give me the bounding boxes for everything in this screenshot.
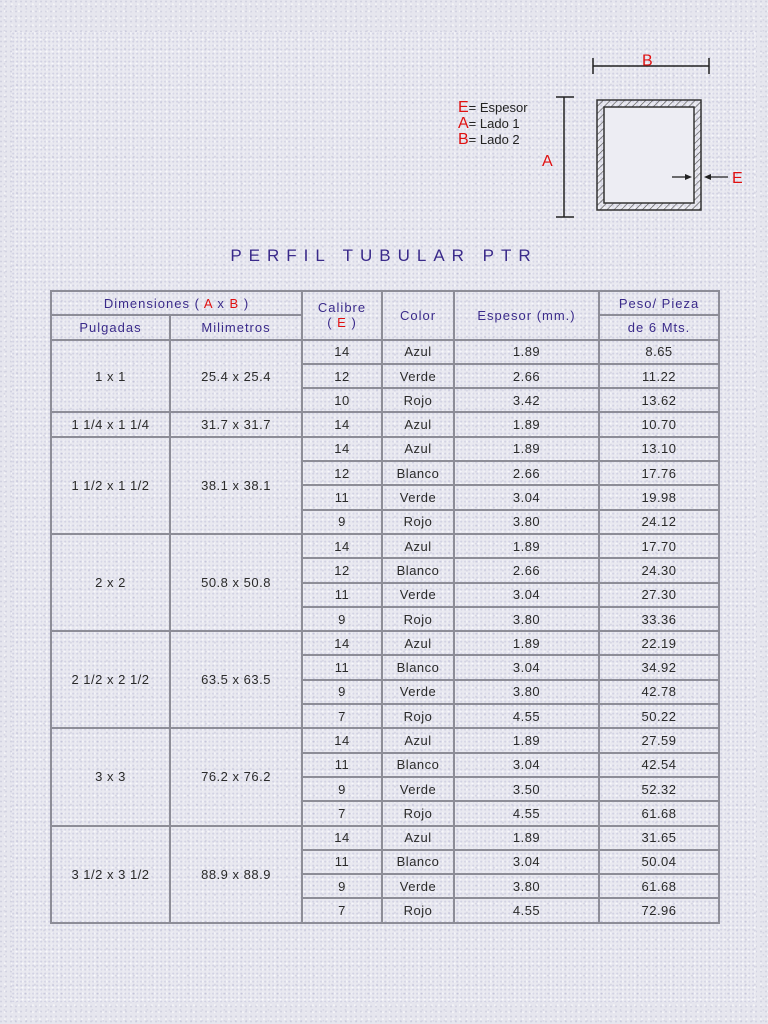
cell-peso: 31.65 [599,826,719,850]
cell-peso: 34.92 [599,655,719,679]
table-header [51,291,719,340]
header-peso-unit: de 6 Mts. [599,315,719,339]
cell-peso: 19.98 [599,485,719,509]
cell-milimetros: 31.7 x 31.7 [170,412,302,436]
cell-pulgadas: 3 1/2 x 3 1/2 [51,826,170,923]
table-row [51,340,719,364]
header-dimensiones-b: B [229,295,240,311]
cell-pulgadas: 1 1/4 x 1 1/4 [51,412,170,436]
cell-calibre: 9 [302,607,382,631]
cell-color: Blanco [382,655,454,679]
cell-espesor: 1.89 [454,631,599,655]
header-pulgadas: Pulgadas [51,315,170,339]
cell-espesor: 3.42 [454,388,599,412]
cell-espesor: 2.66 [454,364,599,388]
header-calibre-line1: Calibre [317,300,367,316]
cell-peso: 24.12 [599,510,719,534]
header-dimensiones-close: ) [243,295,250,311]
cell-peso: 27.59 [599,728,719,752]
cell-espesor: 2.66 [454,558,599,582]
cell-color: Azul [382,437,454,461]
legend-key: B [458,131,469,148]
header-dimensiones-x: x [217,295,225,311]
cell-peso: 33.36 [599,607,719,631]
dimension-line-a [556,97,574,217]
cell-pulgadas: 1 x 1 [51,340,170,413]
cell-espesor: 3.80 [454,680,599,704]
cell-color: Verde [382,874,454,898]
cell-calibre: 9 [302,777,382,801]
table-row [51,826,719,850]
tube-walls [597,100,701,210]
cell-espesor: 1.89 [454,826,599,850]
cell-calibre: 14 [302,826,382,850]
cell-calibre: 11 [302,850,382,874]
cell-pulgadas: 2 1/2 x 2 1/2 [51,631,170,728]
cell-color: Rojo [382,898,454,922]
cell-peso: 8.65 [599,340,719,364]
cell-milimetros: 63.5 x 63.5 [170,631,302,728]
cell-peso: 24.30 [599,558,719,582]
cell-milimetros: 38.1 x 38.1 [170,437,302,534]
cell-milimetros: 25.4 x 25.4 [170,340,302,413]
cell-milimetros: 88.9 x 88.9 [170,826,302,923]
cell-espesor: 1.89 [454,534,599,558]
cell-calibre: 12 [302,461,382,485]
cell-color: Verde [382,680,454,704]
header-calibre-open: ( [327,315,333,331]
legend-item-espesor [458,100,528,116]
cell-color: Rojo [382,510,454,534]
cell-peso: 17.70 [599,534,719,558]
cell-pulgadas: 1 1/2 x 1 1/2 [51,437,170,534]
header-dimensiones [51,291,302,315]
cell-calibre: 11 [302,655,382,679]
cell-espesor: 3.80 [454,607,599,631]
label-e: E [732,170,743,187]
cell-peso: 11.22 [599,364,719,388]
cell-espesor: 4.55 [454,801,599,825]
cell-calibre: 11 [302,583,382,607]
cell-color: Azul [382,631,454,655]
cell-espesor: 3.04 [454,753,599,777]
cell-milimetros: 76.2 x 76.2 [170,728,302,825]
cell-color: Verde [382,583,454,607]
cell-peso: 42.78 [599,680,719,704]
cell-calibre: 14 [302,437,382,461]
cell-color: Rojo [382,388,454,412]
cell-peso: 27.30 [599,583,719,607]
cell-calibre: 14 [302,631,382,655]
cell-peso: 61.68 [599,801,719,825]
cell-peso: 61.68 [599,874,719,898]
ptr-spec-table [50,290,720,924]
legend-item-lado1 [458,116,528,132]
cell-espesor: 3.04 [454,485,599,509]
cell-peso: 10.70 [599,412,719,436]
cell-color: Azul [382,340,454,364]
header-espesor: Espesor (mm.) [454,291,599,340]
cell-espesor: 1.89 [454,340,599,364]
cell-espesor: 3.04 [454,583,599,607]
header-row [51,291,719,315]
header-color: Color [382,291,454,340]
cell-espesor: 1.89 [454,728,599,752]
legend [458,100,528,148]
cell-color: Azul [382,412,454,436]
table-row [51,412,719,436]
cell-calibre: 9 [302,874,382,898]
cell-color: Blanco [382,753,454,777]
cell-calibre: 14 [302,340,382,364]
cell-espesor: 1.89 [454,437,599,461]
cell-calibre: 11 [302,753,382,777]
legend-key: A [458,115,469,132]
cell-calibre: 9 [302,510,382,534]
cell-calibre: 9 [302,680,382,704]
legend-key: E [458,99,469,116]
label-b: B [642,52,653,70]
cell-calibre: 12 [302,364,382,388]
header-peso: Peso/ Pieza [599,291,719,315]
cell-color: Rojo [382,801,454,825]
header-dimensiones-text: Dimensiones ( [103,295,200,311]
header-dimensiones-a: A [203,295,213,311]
cell-color: Blanco [382,558,454,582]
cell-peso: 50.22 [599,704,719,728]
cell-pulgadas: 3 x 3 [51,728,170,825]
legend-item-lado2 [458,132,528,148]
header-calibre [302,291,382,340]
cell-calibre: 10 [302,388,382,412]
page-title: PERFIL TUBULAR PTR [230,246,538,265]
table-row [51,728,719,752]
cell-color: Azul [382,534,454,558]
cell-color: Azul [382,728,454,752]
cell-calibre: 7 [302,801,382,825]
header-calibre-close: ) [351,315,357,331]
cell-color: Verde [382,364,454,388]
cell-peso: 52.32 [599,777,719,801]
cell-espesor: 3.04 [454,655,599,679]
cell-calibre: 7 [302,898,382,922]
cell-color: Azul [382,826,454,850]
cell-color: Blanco [382,461,454,485]
cell-espesor: 1.89 [454,412,599,436]
table-row [51,437,719,461]
table-body [51,340,719,923]
cell-peso: 50.04 [599,850,719,874]
cell-calibre: 14 [302,728,382,752]
cell-color: Rojo [382,704,454,728]
cell-milimetros: 50.8 x 50.8 [170,534,302,631]
table-row [51,534,719,558]
header-milimetros: Milimetros [170,315,302,339]
cell-pulgadas: 2 x 2 [51,534,170,631]
cell-espesor: 4.55 [454,898,599,922]
legend-text: = Espesor [468,100,528,115]
cell-color: Rojo [382,607,454,631]
cell-espesor: 3.04 [454,850,599,874]
cell-color: Verde [382,777,454,801]
cell-espesor: 3.80 [454,874,599,898]
tube-section-diagram [538,52,758,224]
cell-color: Verde [382,485,454,509]
cell-peso: 13.62 [599,388,719,412]
cell-calibre: 11 [302,485,382,509]
cell-peso: 13.10 [599,437,719,461]
header-calibre-line2 [303,315,381,330]
cell-calibre: 14 [302,534,382,558]
header-calibre-e: E [337,315,347,331]
cell-peso: 72.96 [599,898,719,922]
cell-peso: 17.76 [599,461,719,485]
cell-espesor: 3.50 [454,777,599,801]
cell-peso: 42.54 [599,753,719,777]
legend-text: = Lado 1 [468,116,520,131]
cell-peso: 22.19 [599,631,719,655]
table-row [51,631,719,655]
cell-espesor: 4.55 [454,704,599,728]
cell-calibre: 14 [302,412,382,436]
label-a: A [542,153,553,170]
cell-calibre: 7 [302,704,382,728]
cell-calibre: 12 [302,558,382,582]
cell-espesor: 3.80 [454,510,599,534]
cell-espesor: 2.66 [454,461,599,485]
legend-text: = Lado 2 [468,132,520,147]
cell-color: Blanco [382,850,454,874]
